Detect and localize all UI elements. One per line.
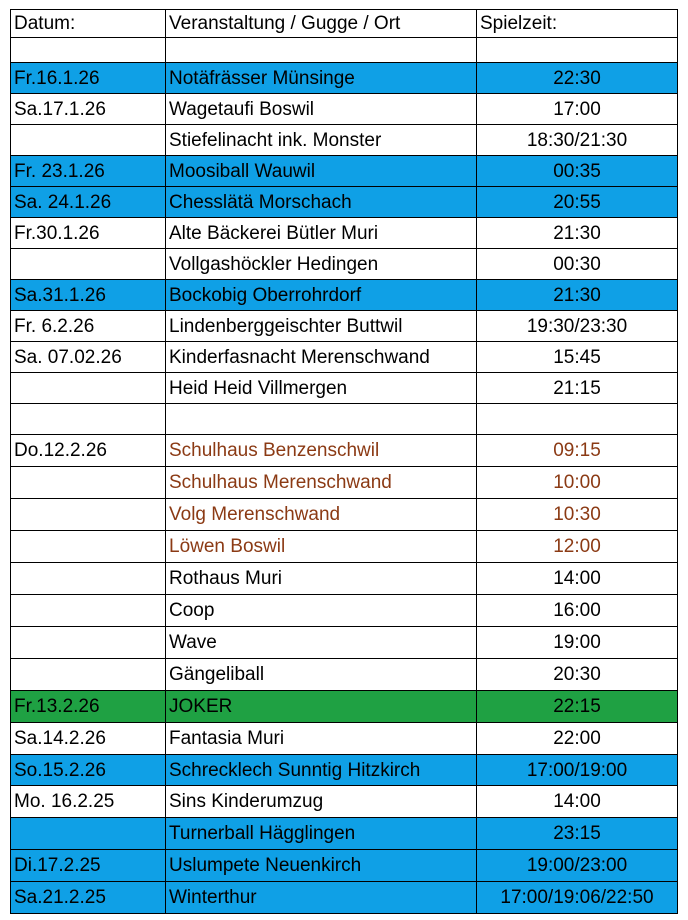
header-time: Spielzeit: xyxy=(477,10,678,38)
time-cell: 22:30 xyxy=(477,63,678,94)
time-cell: 19:00 xyxy=(477,627,678,659)
header-row xyxy=(11,10,678,38)
event-cell: Volg Merenschwand xyxy=(166,499,477,531)
time-cell: 18:30/21:30 xyxy=(477,125,678,156)
event-cell: Löwen Boswil xyxy=(166,531,477,563)
event-cell: Stiefelinacht ink. Monster xyxy=(166,125,477,156)
time-cell: 00:35 xyxy=(477,156,678,187)
date-cell xyxy=(11,659,166,691)
table-row xyxy=(11,818,678,850)
date-cell: Do.12.2.26 xyxy=(11,435,166,467)
event-cell: Wave xyxy=(166,627,477,659)
date-cell xyxy=(11,38,166,63)
date-cell: Sa. 24.1.26 xyxy=(11,187,166,218)
table-row xyxy=(11,627,678,659)
event-cell: Fantasia Muri xyxy=(166,723,477,755)
time-cell: 21:15 xyxy=(477,373,678,404)
header-event: Veranstaltung / Gugge / Ort xyxy=(166,10,477,38)
event-cell: Chesslätä Morschach xyxy=(166,187,477,218)
event-cell: Uslumpete Neuenkirch xyxy=(166,850,477,882)
table-row xyxy=(11,94,678,125)
event-cell: Alte Bäckerei Bütler Muri xyxy=(166,218,477,249)
event-cell: Bockobig Oberrohrdorf xyxy=(166,280,477,311)
time-cell: 14:00 xyxy=(477,786,678,818)
time-cell xyxy=(477,404,678,435)
table-row xyxy=(11,280,678,311)
date-cell xyxy=(11,627,166,659)
table-row xyxy=(11,125,678,156)
table-row xyxy=(11,38,678,63)
time-cell: 22:00 xyxy=(477,723,678,755)
table-row xyxy=(11,882,678,914)
time-cell: 15:45 xyxy=(477,342,678,373)
time-cell: 23:15 xyxy=(477,818,678,850)
event-cell: Moosiball Wauwil xyxy=(166,156,477,187)
table-row xyxy=(11,218,678,249)
table-row xyxy=(11,595,678,627)
event-cell: Kinderfasnacht Merenschwand xyxy=(166,342,477,373)
event-cell: Coop xyxy=(166,595,477,627)
time-cell: 21:30 xyxy=(477,218,678,249)
event-cell: Wagetaufi Boswil xyxy=(166,94,477,125)
date-cell xyxy=(11,467,166,499)
event-cell: Heid Heid Villmergen xyxy=(166,373,477,404)
event-cell: Notäfrässer Münsinge xyxy=(166,63,477,94)
table-row xyxy=(11,342,678,373)
event-cell: Lindenberggeischter Buttwil xyxy=(166,311,477,342)
date-cell: Sa.21.2.25 xyxy=(11,882,166,914)
time-cell: 22:15 xyxy=(477,691,678,723)
time-cell: 19:30/23:30 xyxy=(477,311,678,342)
event-cell: Winterthur xyxy=(166,882,477,914)
table-row xyxy=(11,659,678,691)
date-cell: Fr.16.1.26 xyxy=(11,63,166,94)
date-cell: So.15.2.26 xyxy=(11,755,166,786)
date-cell xyxy=(11,818,166,850)
time-cell: 00:30 xyxy=(477,249,678,280)
time-cell: 17:00/19:06/22:50 xyxy=(477,882,678,914)
table-row xyxy=(11,63,678,94)
date-cell xyxy=(11,249,166,280)
table-row xyxy=(11,531,678,563)
table-row xyxy=(11,156,678,187)
date-cell: Fr.30.1.26 xyxy=(11,218,166,249)
table-row xyxy=(11,755,678,786)
date-cell: Fr. 23.1.26 xyxy=(11,156,166,187)
time-cell: 10:30 xyxy=(477,499,678,531)
date-cell xyxy=(11,125,166,156)
table-row xyxy=(11,249,678,280)
time-cell: 10:00 xyxy=(477,467,678,499)
date-cell xyxy=(11,563,166,595)
table-row xyxy=(11,311,678,342)
table-row xyxy=(11,499,678,531)
event-cell: Sins Kinderumzug xyxy=(166,786,477,818)
time-cell: 14:00 xyxy=(477,563,678,595)
time-cell: 16:00 xyxy=(477,595,678,627)
table-row xyxy=(11,691,678,723)
date-cell: Sa.14.2.26 xyxy=(11,723,166,755)
time-cell: 17:00/19:00 xyxy=(477,755,678,786)
table-row xyxy=(11,373,678,404)
table-row xyxy=(11,786,678,818)
date-cell xyxy=(11,531,166,563)
event-cell: Rothaus Muri xyxy=(166,563,477,595)
time-cell: 17:00 xyxy=(477,94,678,125)
date-cell: Mo. 16.2.25 xyxy=(11,786,166,818)
time-cell: 09:15 xyxy=(477,435,678,467)
date-cell: Sa.31.1.26 xyxy=(11,280,166,311)
date-cell: Fr.13.2.26 xyxy=(11,691,166,723)
time-cell: 19:00/23:00 xyxy=(477,850,678,882)
event-cell: Turnerball Hägglingen xyxy=(166,818,477,850)
event-cell xyxy=(166,404,477,435)
table-row xyxy=(11,187,678,218)
date-cell xyxy=(11,404,166,435)
time-cell: 21:30 xyxy=(477,280,678,311)
table-row xyxy=(11,850,678,882)
date-cell xyxy=(11,373,166,404)
event-cell: Schulhaus Benzenschwil xyxy=(166,435,477,467)
event-cell: Schulhaus Merenschwand xyxy=(166,467,477,499)
event-cell: JOKER xyxy=(166,691,477,723)
date-cell: Sa.17.1.26 xyxy=(11,94,166,125)
date-cell: Di.17.2.25 xyxy=(11,850,166,882)
time-cell: 12:00 xyxy=(477,531,678,563)
time-cell: 20:30 xyxy=(477,659,678,691)
table-row xyxy=(11,404,678,435)
schedule-table xyxy=(10,9,678,914)
header-date: Datum: xyxy=(11,10,166,38)
event-cell: Schrecklech Sunntig Hitzkirch xyxy=(166,755,477,786)
time-cell xyxy=(477,38,678,63)
date-cell: Sa. 07.02.26 xyxy=(11,342,166,373)
table-row xyxy=(11,723,678,755)
table-row xyxy=(11,435,678,467)
event-cell: Vollgashöckler Hedingen xyxy=(166,249,477,280)
table-row xyxy=(11,467,678,499)
date-cell xyxy=(11,499,166,531)
event-cell: Gängeliball xyxy=(166,659,477,691)
table-row xyxy=(11,563,678,595)
date-cell xyxy=(11,595,166,627)
date-cell: Fr. 6.2.26 xyxy=(11,311,166,342)
event-cell xyxy=(166,38,477,63)
time-cell: 20:55 xyxy=(477,187,678,218)
